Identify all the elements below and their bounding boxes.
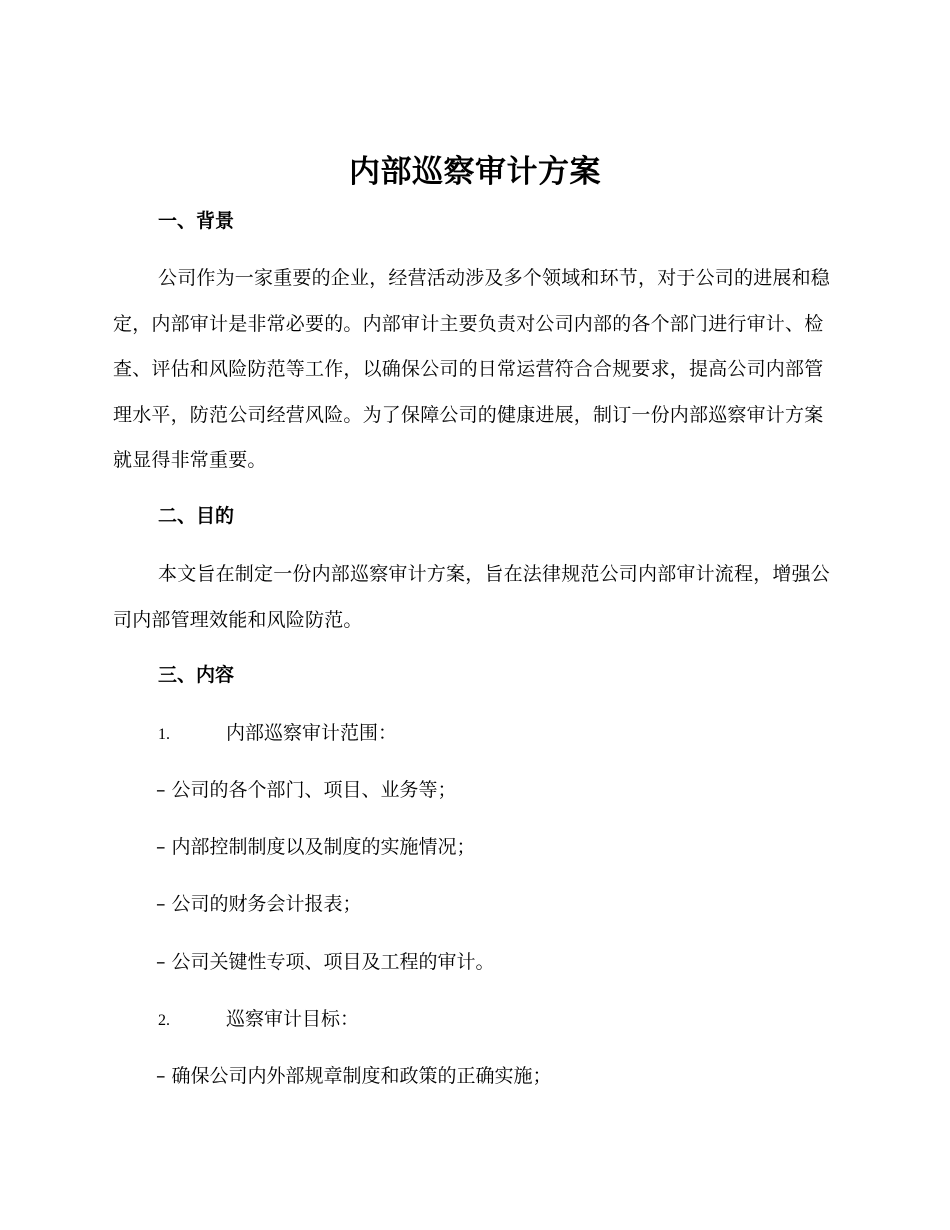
document-title: 内部巡察审计方案 [349,154,601,190]
section-paragraph-background: 公司作为一家重要的企业，经营活动涉及多个领域和环节，对于公司的进展和稳定，内部审计是非常必要的。内部审计主要负责对公司内部的各个部门进行审计、检查、评估和风险防范等工作，以确保公司的日常运营符合合规要求，提高公司内部管理水平，防范公司经营风险。为了保障公司的健康进展，制订一份内部巡察审计方案就显得非常重要。 [113,267,831,471]
section-heading-purpose: 二、目的 [158,505,235,527]
list-item-number: 1. [158,726,170,743]
section-heading-content: 三、内容 [158,664,235,686]
list-item-bullet: – 公司的各个部门、项目、业务等； [156,779,457,801]
list-item-label: 内部巡察审计范围： [226,722,398,744]
list-item-bullet: – 确保公司内外部规章制度和政策的正确实施； [156,1065,552,1087]
list-item-bullet: – 公司的财务会计报表； [156,893,362,915]
section-heading-background: 一、背景 [158,210,235,232]
list-item-number: 2. [158,1012,170,1029]
list-item-numbered [158,720,397,748]
list-item-bullet: – 内部控制制度以及制度的实施情况； [156,836,476,858]
list-item-bullet: – 公司关键性专项、项目及工程的审计。 [156,951,495,973]
list-item-label: 巡察审计目标： [226,1008,360,1030]
list-item-numbered [158,1006,359,1034]
section-paragraph-purpose: 本文旨在制定一份内部巡察审计方案，旨在法律规范公司内部审计流程，增强公司内部管理效能和风险防范。 [113,563,831,631]
